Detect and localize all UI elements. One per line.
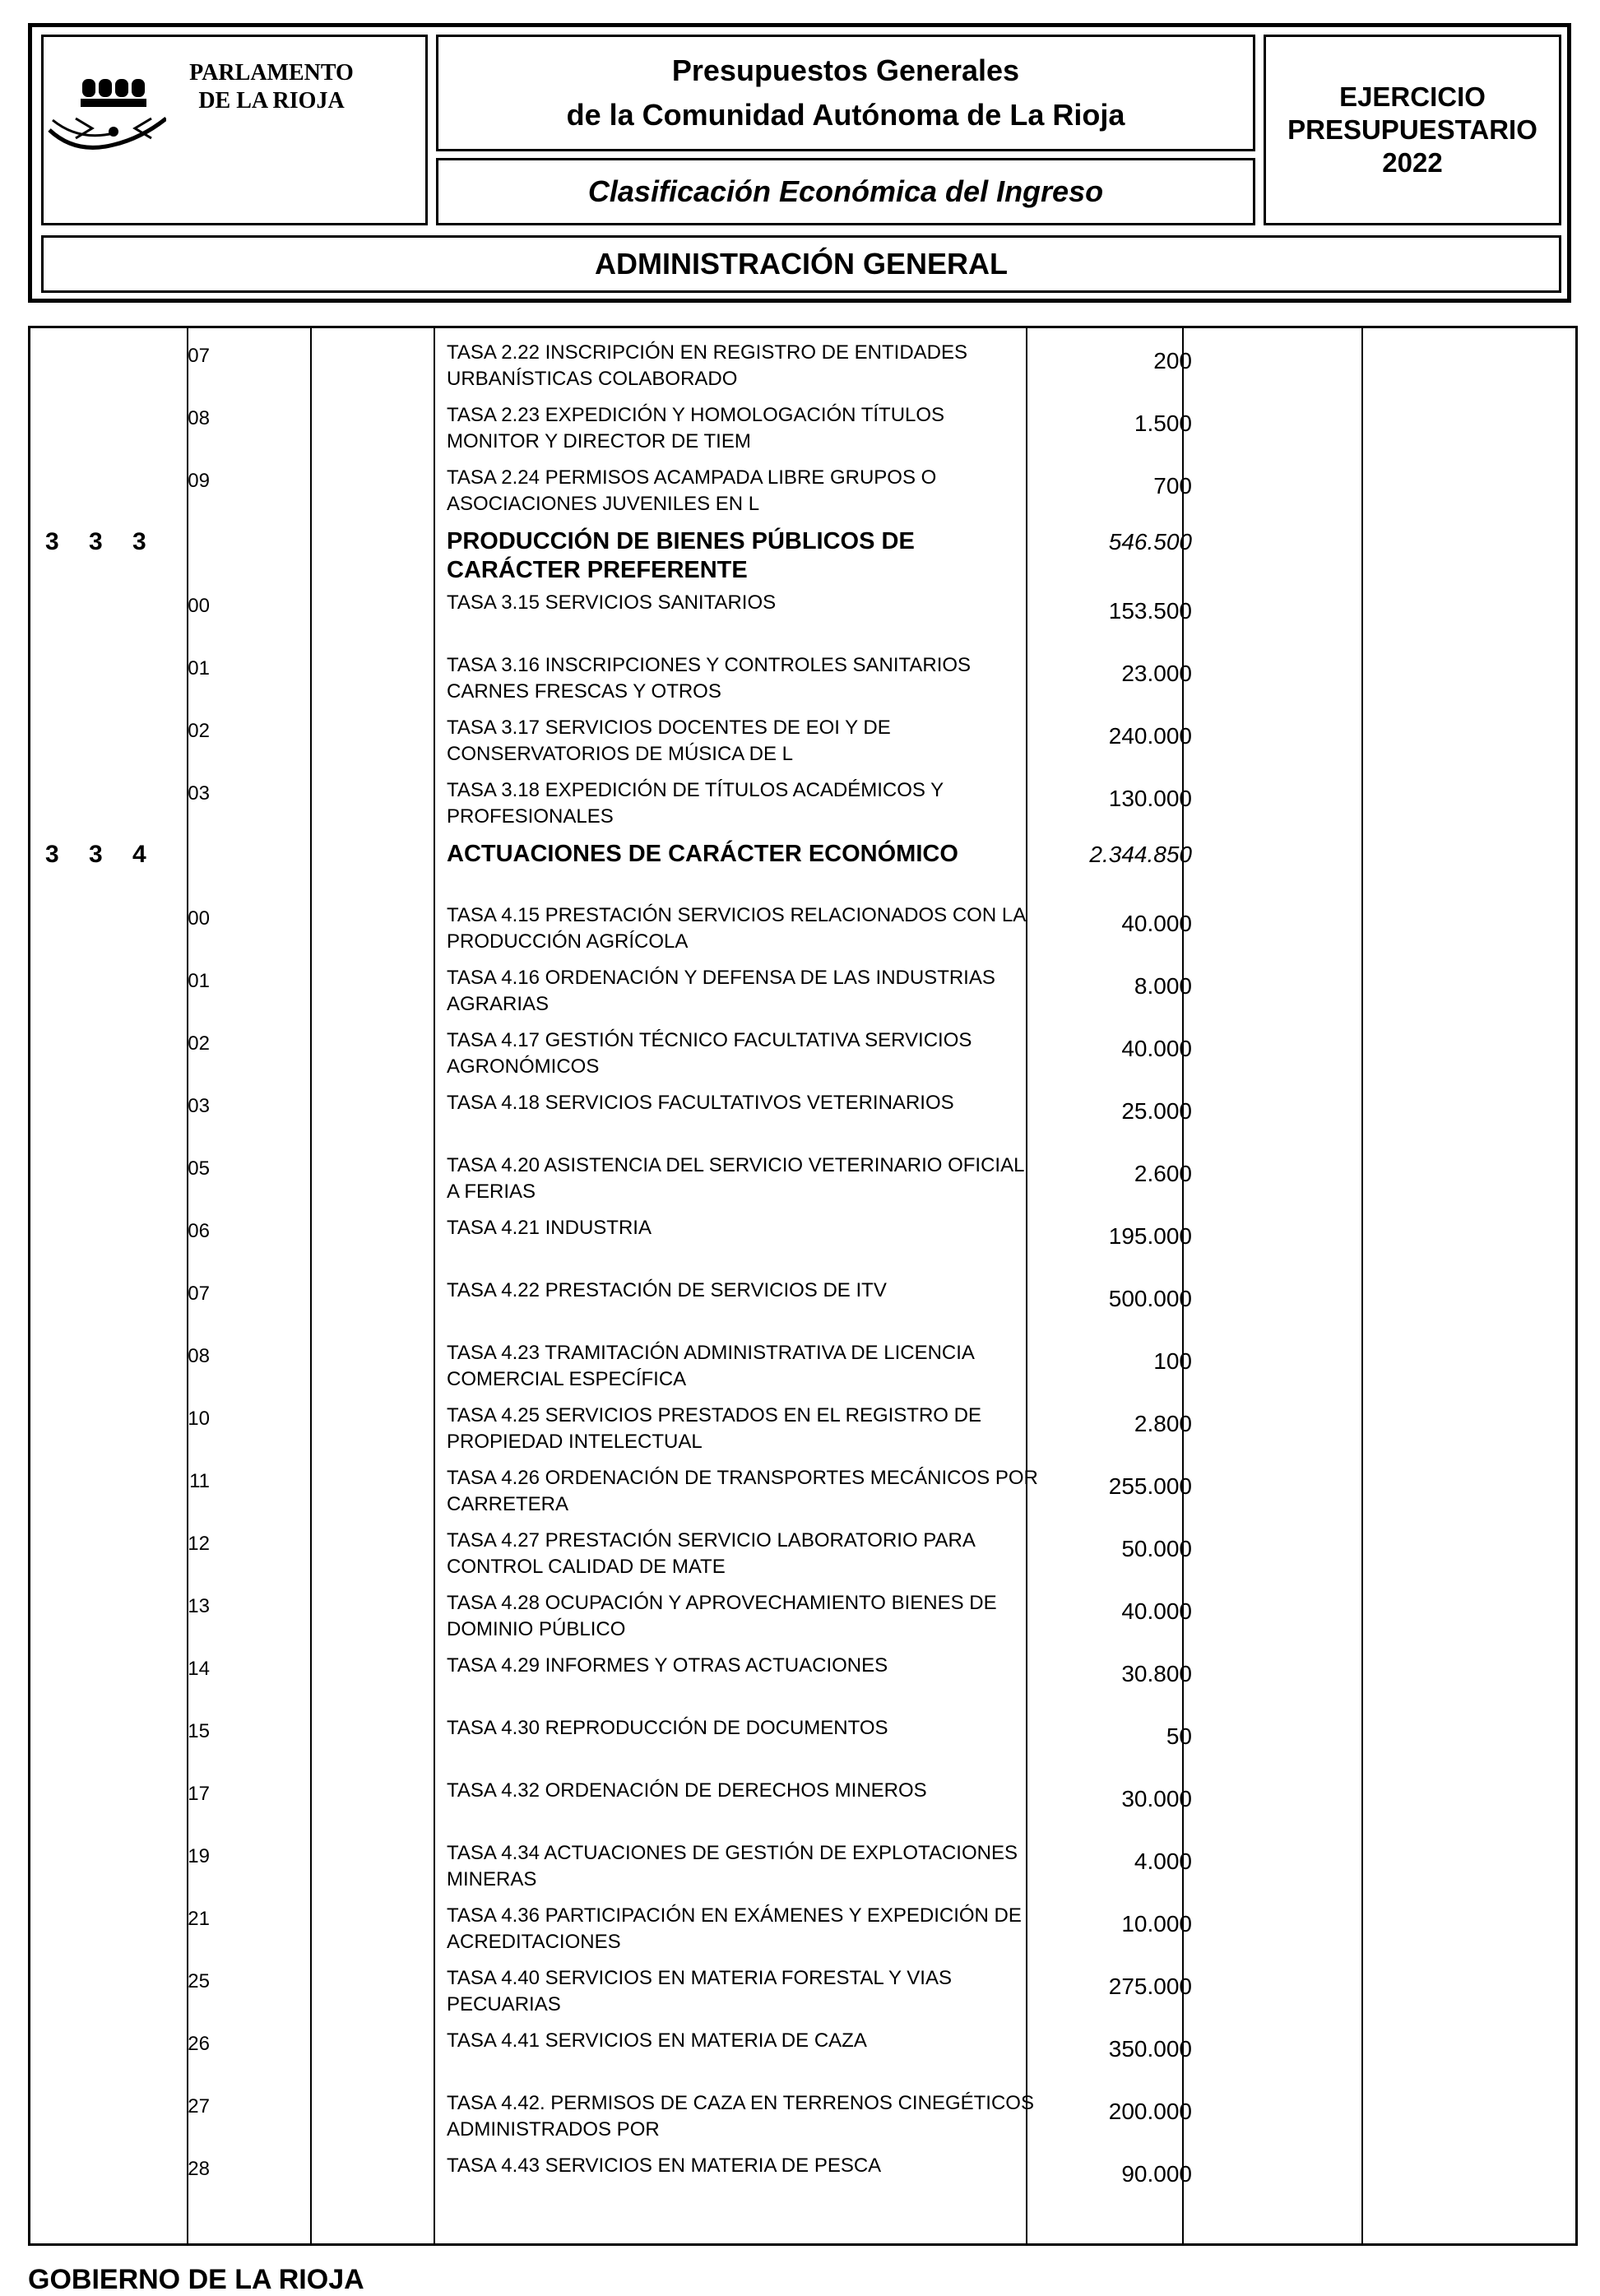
table-row	[30, 340, 1575, 402]
table-row	[30, 1027, 1575, 1090]
row-description: TASA 4.26 ORDENACIÓN DE TRANSPORTES MECÁNICOS POR CARRETERA	[447, 1467, 1038, 1515]
table-row	[30, 1153, 1575, 1215]
row-description: TASA 4.34 ACTUACIONES DE GESTIÓN DE EXPLOTACIONES MINERAS	[447, 1842, 1018, 1890]
subconcept-code: 21	[188, 1908, 210, 1930]
parliament-name-line1: PARLAMENTO	[189, 60, 354, 86]
subconcept-code: 03	[188, 782, 210, 805]
row-amount: 50.000	[1121, 1536, 1192, 1561]
table-row	[30, 2153, 1575, 2215]
table-row	[30, 1090, 1575, 1153]
table-row	[30, 402, 1575, 465]
row-amount: 25.000	[1121, 1098, 1192, 1124]
fiscal-year-label2: PRESUPUESTARIO	[1287, 114, 1537, 145]
row-description: TASA 4.29 INFORMES Y OTRAS ACTUACIONES	[447, 1654, 888, 1677]
subconcept-code: 10	[188, 1408, 210, 1430]
row-description: TASA 2.24 PERMISOS ACAMPADA LIBRE GRUPOS O ASOCIACIONES JUVENILES EN L	[447, 466, 937, 515]
subconcept-code: 01	[188, 657, 210, 680]
subconcept-code: 28	[188, 2158, 210, 2180]
row-amount: 30.000	[1121, 1786, 1192, 1811]
row-amount: 350.000	[1108, 2036, 1192, 2062]
row-amount: 255.000	[1108, 1473, 1192, 1499]
subconcept-code: 03	[188, 1095, 210, 1117]
row-description: TASA 4.20 ASISTENCIA DEL SERVICIO VETERINARIO OFICIAL A FERIAS	[447, 1154, 1024, 1203]
subconcept-code: 07	[188, 345, 210, 367]
row-description: TASA 4.27 PRESTACIÓN SERVICIO LABORATORIO PARA CONTROL CALIDAD DE MATE	[447, 1529, 975, 1578]
section-title: ADMINISTRACIÓN GENERAL	[41, 235, 1561, 293]
table-row	[30, 1715, 1575, 1778]
subconcept-code: 06	[188, 1220, 210, 1242]
subconcept-code: 08	[188, 1345, 210, 1367]
table-row	[30, 465, 1575, 527]
parliament-name	[169, 59, 374, 115]
subconcept-code: 09	[188, 470, 210, 492]
table-row	[30, 652, 1575, 715]
row-description: TASA 4.41 SERVICIOS EN MATERIA DE CAZA	[447, 2029, 867, 2052]
footer-organization: GOBIERNO DE LA RIOJA	[28, 2264, 364, 2295]
subconcept-code: 15	[188, 1720, 210, 1742]
table-row	[30, 1278, 1575, 1340]
subconcept-code: 01	[188, 970, 210, 992]
economic-class-code: 3 3 3	[45, 528, 158, 555]
row-amount: 2.600	[1134, 1161, 1192, 1186]
document-subtitle: Clasificación Económica del Ingreso	[436, 158, 1255, 225]
row-amount: 1.500	[1134, 410, 1192, 436]
row-description: TASA 4.43 SERVICIOS EN MATERIA DE PESCA	[447, 2155, 882, 2177]
table-row	[30, 777, 1575, 840]
subconcept-code: 07	[188, 1283, 210, 1305]
row-amount: 90.000	[1121, 2161, 1192, 2187]
row-amount: 2.344.850	[1089, 842, 1192, 867]
subconcept-code: 14	[188, 1658, 210, 1680]
section-heading-row	[30, 527, 1575, 590]
row-amount: 200	[1153, 348, 1192, 373]
subconcept-code: 00	[188, 907, 210, 930]
table-row	[30, 902, 1575, 965]
row-amount: 153.500	[1108, 598, 1192, 624]
table-row	[30, 2090, 1575, 2153]
row-description: TASA 4.21 INDUSTRIA	[447, 1217, 652, 1239]
budget-table	[28, 326, 1578, 2246]
table-row	[30, 1778, 1575, 1840]
row-description: TASA 4.30 REPRODUCCIÓN DE DOCUMENTOS	[447, 1717, 888, 1739]
row-description: TASA 4.17 GESTIÓN TÉCNICO FACULTATIVA SERVICIOS AGRONÓMICOS	[447, 1029, 972, 1078]
row-description: TASA 3.18 EXPEDICIÓN DE TÍTULOS ACADÉMICOS Y PROFESIONALES	[447, 779, 944, 828]
table-row	[30, 1653, 1575, 1715]
row-description: TASA 3.17 SERVICIOS DOCENTES DE EOI Y DE CONSERVATORIOS DE MÚSICA DE L	[447, 717, 891, 765]
row-description: TASA 4.40 SERVICIOS EN MATERIA FORESTAL Y VIAS PECUARIAS	[447, 1967, 952, 2015]
row-amount: 10.000	[1121, 1911, 1192, 1937]
row-amount: 546.500	[1108, 529, 1192, 554]
row-amount: 500.000	[1108, 1286, 1192, 1311]
subconcept-code: 11	[189, 1470, 210, 1492]
row-description: TASA 4.42. PERMISOS DE CAZA EN TERRENOS CINEGÉTICOS ADMINISTRADOS POR	[447, 2092, 1034, 2141]
row-description: ACTUACIONES DE CARÁCTER ECONÓMICO	[447, 841, 958, 867]
title-line2: de la Comunidad Autónoma de La Rioja	[566, 98, 1125, 132]
table-row	[30, 965, 1575, 1027]
title-line1: Presupuestos Generales	[671, 53, 1020, 87]
table-row	[30, 1965, 1575, 2028]
subconcept-code: 02	[188, 720, 210, 742]
table-row	[30, 1590, 1575, 1653]
row-description: TASA 4.28 OCUPACIÓN Y APROVECHAMIENTO BIENES DE DOMINIO PÚBLICO	[447, 1592, 997, 1640]
table-row	[30, 1840, 1575, 1903]
subconcept-code: 12	[188, 1533, 210, 1555]
subconcept-code: 26	[188, 2033, 210, 2055]
row-amount: 275.000	[1108, 1974, 1192, 1999]
table-row	[30, 715, 1575, 777]
row-amount: 4.000	[1134, 1848, 1192, 1874]
row-description: TASA 4.22 PRESTACIÓN DE SERVICIOS DE ITV	[447, 1279, 887, 1301]
subconcept-code: 17	[188, 1783, 210, 1805]
table-row	[30, 590, 1575, 652]
table-row	[30, 1465, 1575, 1528]
row-amount: 700	[1153, 473, 1192, 499]
row-description: TASA 4.36 PARTICIPACIÓN EN EXÁMENES Y EXPEDICIÓN DE ACREDITACIONES	[447, 1904, 1022, 1953]
subconcept-code: 02	[188, 1032, 210, 1055]
section-heading-row	[30, 840, 1575, 902]
row-description: TASA 2.23 EXPEDICIÓN Y HOMOLOGACIÓN TÍTULOS MONITOR Y DIRECTOR DE TIEM	[447, 404, 945, 452]
row-amount: 8.000	[1134, 973, 1192, 999]
table-row	[30, 1215, 1575, 1278]
row-description: TASA 3.15 SERVICIOS SANITARIOS	[447, 591, 777, 614]
row-description: TASA 4.16 ORDENACIÓN Y DEFENSA DE LAS INDUSTRIAS AGRARIAS	[447, 967, 995, 1015]
fiscal-year-box	[1264, 35, 1561, 225]
row-amount: 130.000	[1108, 786, 1192, 811]
row-amount: 23.000	[1121, 661, 1192, 686]
row-amount: 240.000	[1108, 723, 1192, 749]
row-description: PRODUCCIÓN DE BIENES PÚBLICOS DE CARÁCTER PREFERENTE	[447, 528, 915, 583]
row-amount: 2.800	[1134, 1411, 1192, 1436]
economic-class-code: 3 3 4	[45, 841, 158, 868]
table-row	[30, 1340, 1575, 1403]
subconcept-code: 00	[188, 595, 210, 617]
row-description: TASA 4.18 SERVICIOS FACULTATIVOS VETERINARIOS	[447, 1092, 954, 1114]
parliament-logo-icon	[43, 39, 166, 163]
fiscal-year-value: 2022	[1382, 147, 1443, 178]
row-amount: 200.000	[1108, 2099, 1192, 2124]
row-description: TASA 4.32 ORDENACIÓN DE DERECHOS MINEROS	[447, 1779, 927, 1802]
subconcept-code: 08	[188, 407, 210, 429]
subconcept-code: 25	[188, 1970, 210, 1992]
row-amount: 195.000	[1108, 1223, 1192, 1249]
row-description: TASA 4.15 PRESTACIÓN SERVICIOS RELACIONADOS CON LA PRODUCCIÓN AGRÍCOLA	[447, 904, 1025, 953]
row-amount: 100	[1153, 1348, 1192, 1374]
subconcept-code: 13	[188, 1595, 210, 1617]
subconcept-code: 05	[188, 1157, 210, 1180]
document-title	[436, 35, 1255, 151]
subconcept-code: 27	[188, 2095, 210, 2117]
row-description: TASA 4.25 SERVICIOS PRESTADOS EN EL REGISTRO DE PROPIEDAD INTELECTUAL	[447, 1404, 981, 1453]
row-amount: 40.000	[1121, 1036, 1192, 1061]
row-amount: 40.000	[1121, 911, 1192, 936]
table-row	[30, 1403, 1575, 1465]
row-description: TASA 3.16 INSCRIPCIONES Y CONTROLES SANITARIOS CARNES FRESCAS Y OTROS	[447, 654, 972, 703]
table-row	[30, 1903, 1575, 1965]
parliament-name-line2: DE LA RIOJA	[198, 88, 345, 114]
table-row	[30, 1528, 1575, 1590]
fiscal-year-label1: EJERCICIO	[1339, 81, 1486, 112]
row-amount: 30.800	[1121, 1661, 1192, 1686]
table-row	[30, 2028, 1575, 2090]
row-amount: 40.000	[1121, 1598, 1192, 1624]
row-description: TASA 2.22 INSCRIPCIÓN EN REGISTRO DE ENTIDADES URBANÍSTICAS COLABORADO	[447, 341, 968, 390]
row-amount: 50	[1166, 1723, 1192, 1749]
subconcept-code: 19	[188, 1845, 210, 1867]
row-description: TASA 4.23 TRAMITACIÓN ADMINISTRATIVA DE LICENCIA COMERCIAL ESPECÍFICA	[447, 1342, 974, 1390]
